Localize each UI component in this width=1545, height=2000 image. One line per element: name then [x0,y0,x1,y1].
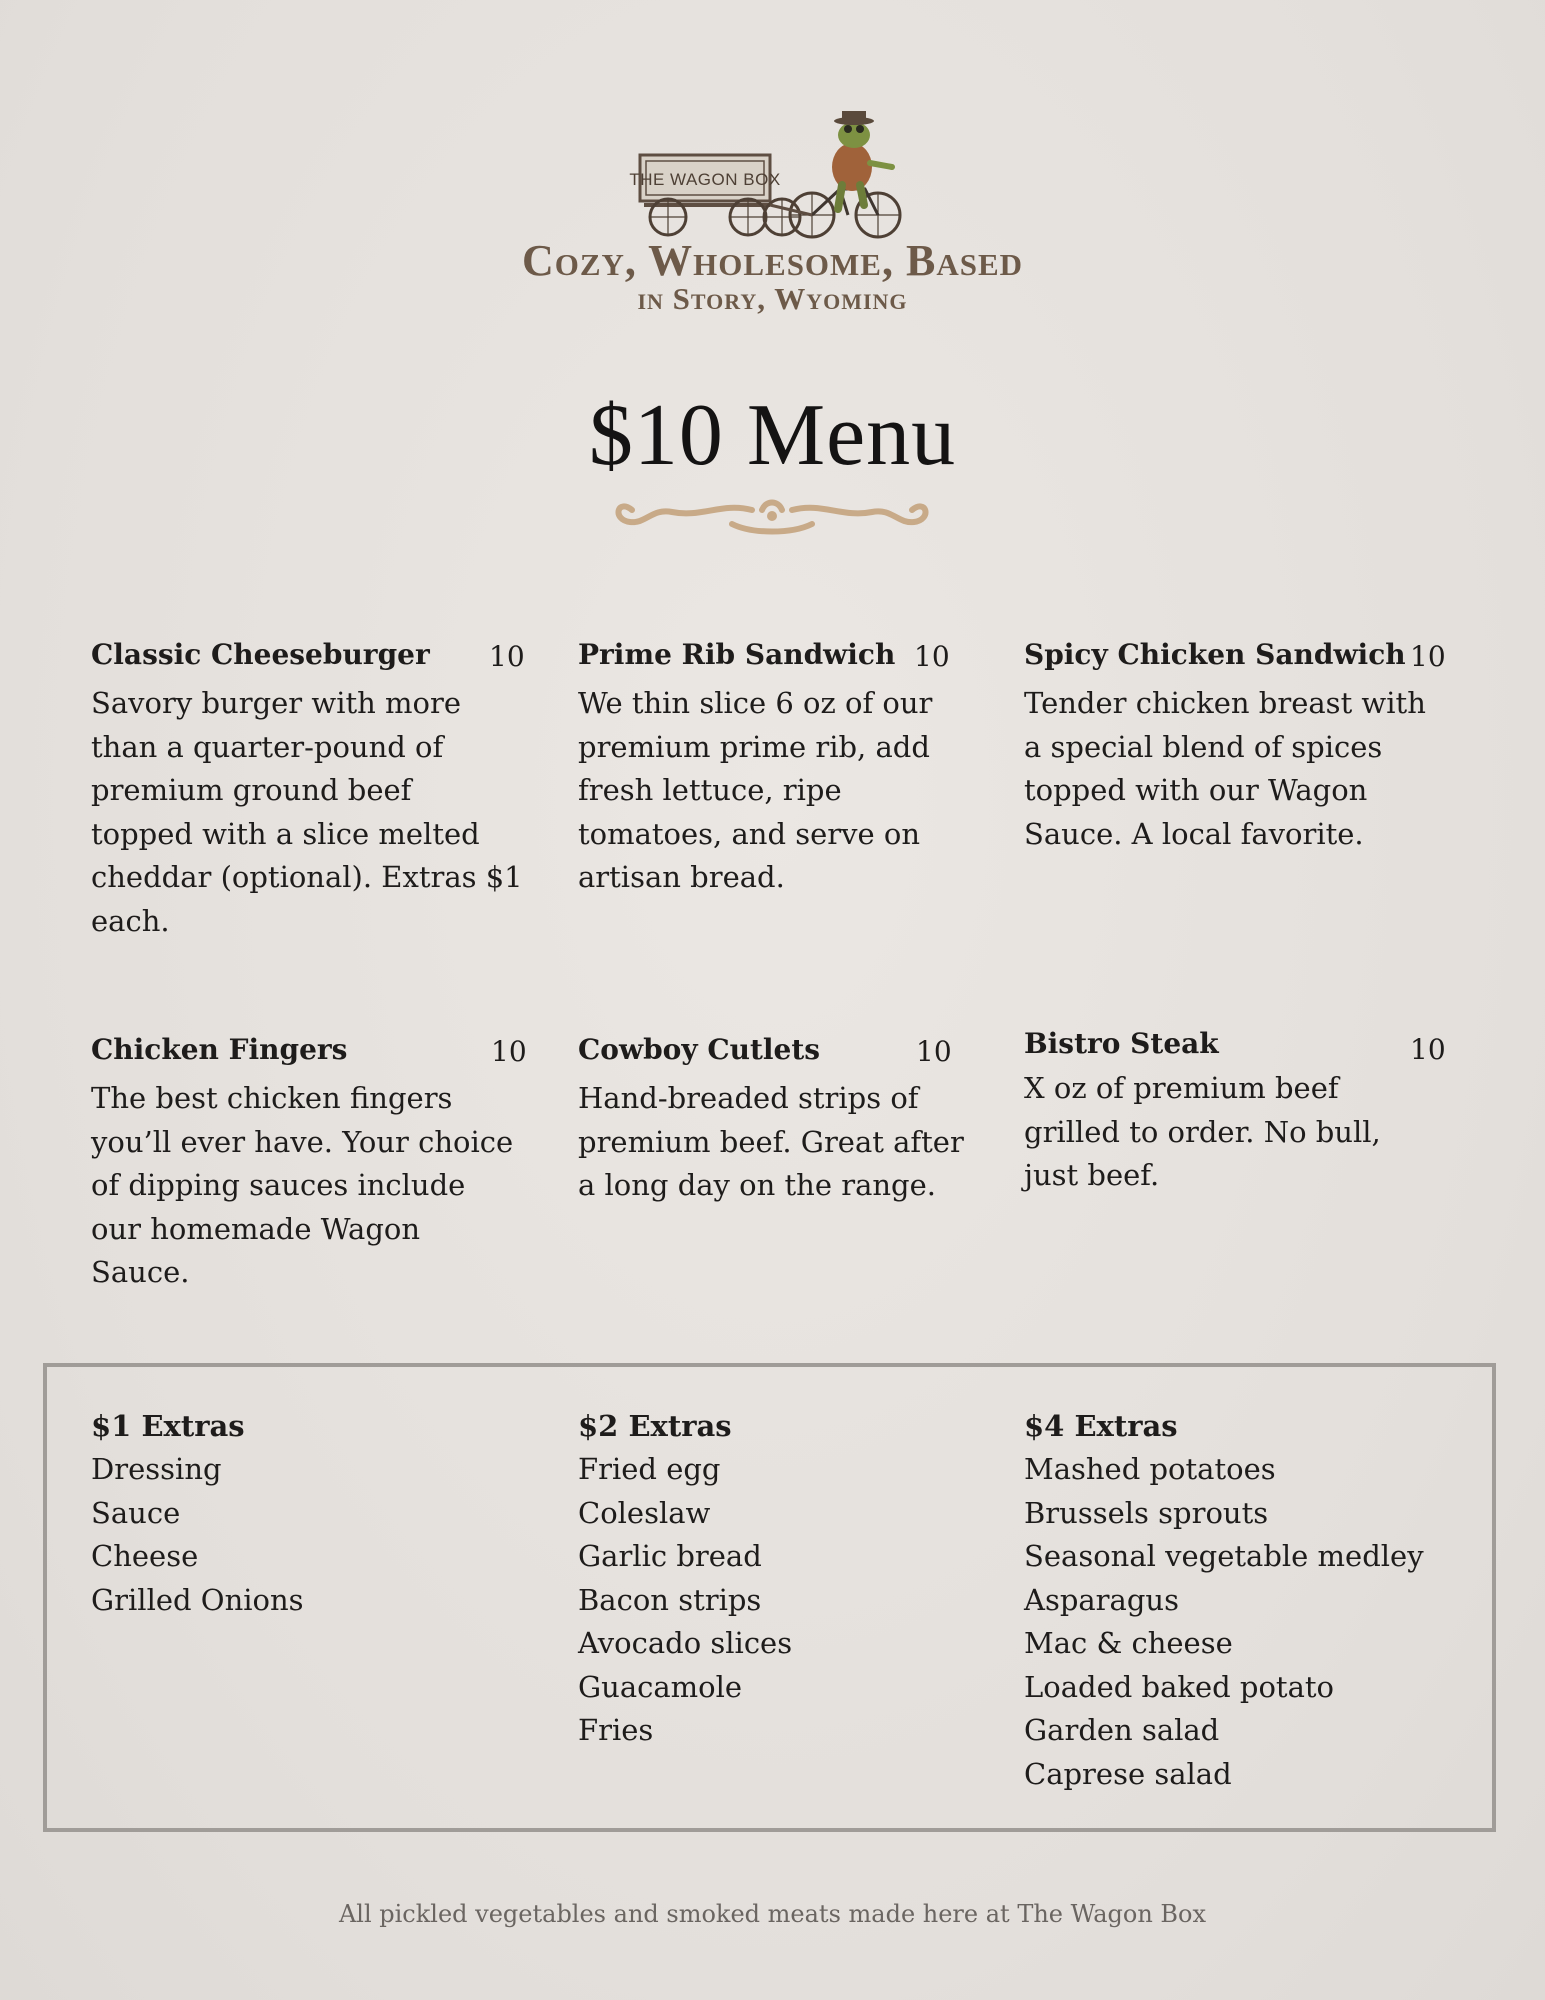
extras-title: $4 Extras [1024,1409,1178,1443]
item-name: Prime Rib Sandwich [578,638,896,671]
item-price: 10 [914,640,950,673]
list-item: Sauce [91,1495,181,1530]
extras-column-1-dollar [91,1404,304,1622]
menu-item-cowboy-cutlets [578,1033,978,1233]
list-item: Grilled Onions [91,1582,304,1617]
footer-note: All pickled vegetables and smoked meats made here at The Wagon Box [338,1900,1207,1928]
item-price: 10 [489,640,525,673]
list-item: Garden salad [1024,1713,1220,1747]
list-item: Coleslaw [578,1495,711,1530]
extras-list [578,1448,792,1753]
item-price: 10 [1410,640,1446,673]
extras-list [91,1448,304,1622]
item-description: Savory burger with more than a quarter-pound of premium ground beef topped with a slice melted cheddar (optional). Extras $1 each. [91,686,523,938]
list-item: Brussels sprouts [1024,1495,1269,1530]
item-description: The best chicken fingers you’ll ever have. Your choice of dipping sauces include our homemade Wagon Sauce. [91,1081,514,1289]
menu-item-classic-cheeseburger [91,638,526,958]
item-name: Chicken Fingers [91,1033,348,1066]
extras-list [1024,1448,1424,1796]
item-name: Cowboy Cutlets [578,1033,821,1066]
extras-column-4-dollar [1024,1404,1424,1796]
list-item: Cheese [91,1539,199,1573]
tagline-line-2: in Story, Wyoming [637,281,908,316]
item-price: 10 [916,1035,952,1068]
list-item: Seasonal vegetable medley [1024,1539,1424,1573]
list-item: Loaded baked potato [1024,1669,1334,1704]
extras-column-2-dollar [578,1404,792,1753]
item-name: Spicy Chicken Sandwich [1024,638,1406,671]
menu-item-spicy-chicken-sandwich [1024,638,1444,878]
tagline-line-1: Cozy, Wholesome, Based [521,236,1024,285]
item-description: Hand-breaded strips of premium beef. Great after a long day on the range. [578,1081,964,1202]
extras-title: $2 Extras [578,1409,732,1443]
flourish-divider [612,488,932,538]
list-item: Mac & cheese [1024,1626,1233,1660]
item-name: Bistro Steak [1024,1027,1219,1060]
list-item: Bacon strips [578,1582,762,1617]
list-item: Asparagus [1024,1582,1179,1617]
item-price: 10 [491,1035,527,1068]
item-description: Tender chicken breast with a special blend of spices topped with our Wagon Sauce. A local favorite. [1024,686,1426,851]
item-description: We thin slice 6 oz of our premium prime rib, add fresh lettuce, ripe tomatoes, and serve on artisan bread. [578,686,933,894]
menu-title: $10 Menu [588,387,957,484]
item-name: Classic Cheeseburger [91,638,430,671]
item-price: 10 [1410,1033,1446,1066]
list-item: Dressing [91,1452,222,1486]
list-item: Garlic bread [578,1539,762,1573]
menu-item-prime-rib-sandwich [578,638,978,918]
list-item: Guacamole [578,1669,743,1704]
extras-title: $1 Extras [91,1409,245,1443]
list-item: Fried egg [578,1452,721,1486]
item-description: X oz of premium beef grilled to order. No bull, just beef. [1024,1071,1381,1192]
list-item: Avocado slices [578,1626,793,1660]
list-item: Caprese salad [1024,1756,1232,1791]
menu-item-chicken-fingers [91,1033,531,1313]
menu-item-bistro-steak [1024,1027,1444,1227]
list-item: Fries [578,1713,654,1747]
list-item: Mashed potatoes [1024,1452,1276,1486]
logo-text: THE WAGON BOX [629,170,781,189]
